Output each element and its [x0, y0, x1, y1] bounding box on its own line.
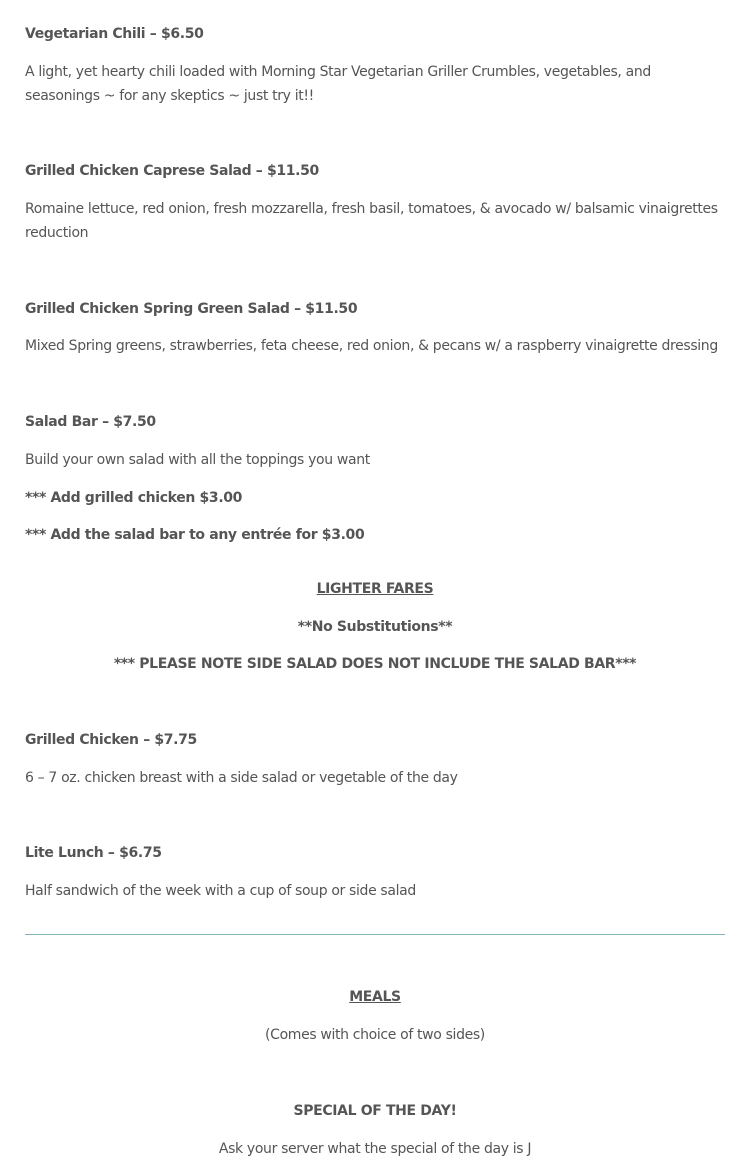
grilled-chicken-description: 6 – 7 oz. chicken breast with a side salad or vegetable of the day [25, 770, 458, 786]
lighter-fares-heading: LIGHTER FARES [316, 581, 434, 597]
section-divider [25, 934, 725, 935]
spring-salad-description: Mixed Spring greens, strawberries, feta cheese, red onion, & pecans w/ a raspberry vinaigrette dressing [25, 338, 718, 354]
veg-chili-description: A light, yet hearty chili loaded with Morning Star Vegetarian Griller Crumbles, vegetables, and seasonings ~ for any skeptics ~ just try it!! [25, 64, 651, 104]
grilled-chicken-title: Grilled Chicken – $7.75 [25, 732, 197, 748]
salad-bar-chicken-note: *** Add grilled chicken $3.00 [25, 490, 243, 506]
salad-bar-title: Salad Bar – $7.50 [25, 414, 156, 430]
salad-bar-description: Build your own salad with all the toppings you want [25, 452, 370, 468]
veg-chili-title: Vegetarian Chili – $6.50 [25, 26, 204, 42]
meals-subheading: (Comes with choice of two sides) [265, 1027, 485, 1043]
lite-lunch-title: Lite Lunch – $6.75 [25, 845, 162, 861]
meals-heading: MEALS [349, 989, 401, 1005]
special-of-day-description: Ask your server what the special of the day is J [218, 1141, 532, 1157]
caprese-salad-title: Grilled Chicken Caprese Salad – $11.50 [25, 163, 319, 179]
caprese-salad-description: Romaine lettuce, red onion, fresh mozzarella, fresh basil, tomatoes, & avocado w/ balsamic vinaigrettes reduction [25, 201, 718, 241]
spring-salad-title: Grilled Chicken Spring Green Salad – $11.50 [25, 301, 358, 317]
special-of-day-heading: SPECIAL OF THE DAY! [293, 1103, 457, 1119]
side-salad-note: *** PLEASE NOTE SIDE SALAD DOES NOT INCLUDE THE SALAD BAR*** [113, 656, 637, 672]
salad-bar-entree-note: *** Add the salad bar to any entrée for $3.00 [25, 527, 365, 543]
lite-lunch-description: Half sandwich of the week with a cup of soup or side salad [25, 883, 416, 899]
no-substitutions-note: **No Substitutions** [297, 619, 453, 635]
